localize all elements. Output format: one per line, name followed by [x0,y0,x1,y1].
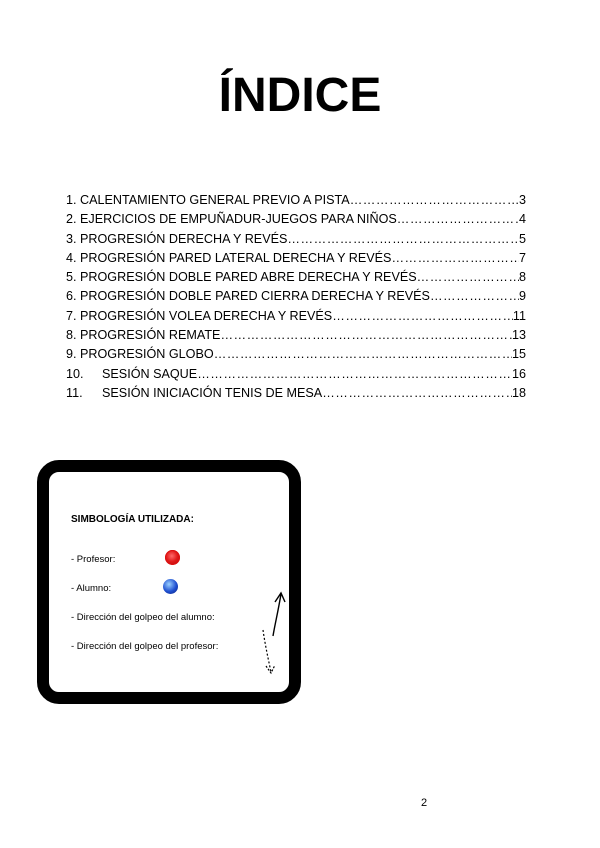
toc-entry[interactable] [66,309,526,328]
toc-entry[interactable] [66,193,526,212]
toc-leader-dots [350,193,519,207]
toc-entry-page: 13 [511,328,526,343]
toc-entry-number: 3. [66,231,77,246]
legend-title: SIMBOLOGÍA UTILIZADA: [71,514,194,525]
legend-golpeo-alumno-label: - Dirección del golpeo del alumno: [71,612,215,623]
page-number: 2 [421,797,428,809]
toc-entry-number: 5. [66,270,77,285]
toc-leader-dots [430,289,519,303]
toc-entry-title: PROGRESIÓN DOBLE PARED CIERRA DERECHA Y REVÉS [80,289,430,304]
toc-entry-page: 7 [518,250,526,265]
toc-leader-dots [397,212,519,226]
toc-entry[interactable] [66,289,526,308]
toc-entry-page: 9 [518,289,526,304]
toc-entry-title: EJERCICIOS DE EMPUÑADUR-JUEGOS PARA NIÑOS [80,212,397,227]
toc-entry[interactable] [66,212,526,231]
toc-leader-dots [220,328,512,342]
toc-entry[interactable] [66,251,526,270]
toc-entry[interactable] [66,386,526,405]
toc-entry-number: 10. [66,366,84,381]
dashed-down-arrow-icon [259,628,281,678]
toc-entry-page: 3 [518,193,526,207]
legend-profesor-label: - Profesor: [71,554,116,565]
alumno-blue-ball-icon [163,579,178,594]
toc-entry[interactable] [66,347,526,366]
toc-entry-page: 5 [518,231,526,246]
toc-entry-number: 6. [66,289,77,304]
toc-entry-number: 1. [66,193,77,207]
toc-leader-dots [391,251,519,265]
toc-entry-title: PROGRESIÓN DOBLE PARED ABRE DERECHA Y REVÉS [80,270,417,285]
toc-entry-title: PROGRESIÓN VOLEA DERECHA Y REVÉS [80,308,333,323]
toc-entry[interactable] [66,367,526,386]
toc-entry-number: 8. [66,328,77,343]
toc-entry-title: PROGRESIÓN GLOBO [80,347,214,362]
toc-leader-dots [287,232,519,246]
toc-leader-dots [417,270,519,284]
toc-entry-title: PROGRESIÓN PARED LATERAL DERECHA Y REVÉS [80,250,392,265]
toc-entry-page: 16 [511,366,526,381]
table-of-contents [66,193,526,405]
symbology-legend-box [37,460,301,704]
toc-entry-title: PROGRESIÓN DERECHA Y REVÉS [80,231,288,246]
toc-leader-dots [197,367,512,381]
toc-entry-title: CALENTAMIENTO GENERAL PREVIO A PISTA [80,193,350,207]
toc-entry-page: 18 [511,385,526,400]
toc-entry-page: 15 [511,347,526,362]
toc-entry-number: 4. [66,250,77,265]
toc-entry-number: 11. [66,385,83,400]
toc-entry[interactable] [66,232,526,251]
toc-entry-number: 7. [66,308,77,323]
toc-entry[interactable] [66,270,526,289]
toc-entry-page: 8 [518,270,526,285]
toc-entry-title: SESIÓN INICIACIÓN TENIS DE MESA [102,385,323,400]
toc-entry[interactable] [66,328,526,347]
legend-alumno-label: - Alumno: [71,583,112,594]
toc-entry-title: PROGRESIÓN REMATE [80,328,221,343]
toc-entry-page: 4 [518,212,526,227]
toc-leader-dots [332,309,513,323]
toc-entry-title: SESIÓN SAQUE [102,366,198,381]
profesor-red-ball-icon [165,550,180,565]
toc-entry-number: 2. [66,212,77,227]
page-title: ÍNDICE [218,69,382,122]
toc-entry-page: 11 [512,308,526,323]
legend-golpeo-profesor-label: - Dirección del golpeo del profesor: [71,641,219,652]
toc-leader-dots [322,386,512,400]
toc-leader-dots [214,347,512,361]
toc-entry-number: 9. [66,347,77,362]
